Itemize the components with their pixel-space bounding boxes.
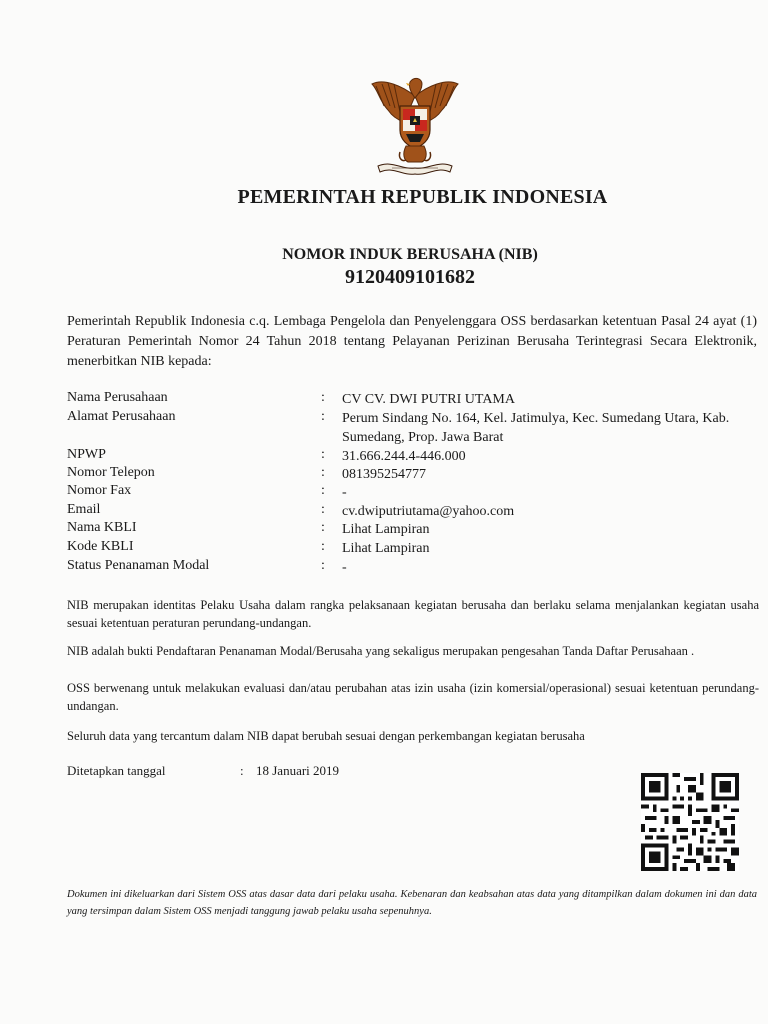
field-row-company-address xyxy=(67,409,757,447)
field-row-company-name xyxy=(67,390,757,409)
field-label: Nama KBLI xyxy=(67,520,137,535)
field-value: 31.666.244.4-446.000 xyxy=(342,449,466,464)
nib-identity-paragraph: NIB merupakan identitas Pelaku Usaha dalam rangka pelaksanaan kegiatan berusaha dan berlaku selama menjalankan kegiatan usaha sesuai ketentuan peraturan perundang-undangan. xyxy=(67,598,759,630)
field-row-kbli-name xyxy=(67,520,757,539)
field-colon: : xyxy=(321,558,325,573)
field-value: 081395254777 xyxy=(342,467,426,482)
field-label: Kode KBLI xyxy=(67,539,134,554)
field-label: Nama Perusahaan xyxy=(67,390,168,405)
intro-paragraph: Pemerintah Republik Indonesia c.q. Lembaga Pengelola dan Penyelenggara OSS berdasarkan ketentuan Pasal 24 ayat (1) Peraturan Pemerintah Nomor 24 Tahun 2018 tentang Pelayanan Perizinan Berusaha Terintegrasi Secara Elektronik, menerbitkan NIB kepada: xyxy=(67,314,757,369)
field-colon: : xyxy=(321,447,325,462)
field-colon: : xyxy=(321,539,325,554)
issued-date-value: 18 Januari 2019 xyxy=(256,763,340,778)
field-colon: : xyxy=(321,390,325,405)
data-change-paragraph: Seluruh data yang tercantum dalam NIB dapat berubah sesuai dengan perkembangan kegiatan berusaha xyxy=(67,729,585,743)
field-colon: : xyxy=(321,502,325,517)
field-label: Nomor Telepon xyxy=(67,465,155,480)
field-label: Alamat Perusahaan xyxy=(67,409,176,424)
field-value: - xyxy=(342,485,347,500)
field-value: Lihat Lampiran xyxy=(342,541,430,556)
field-label: Status Penanaman Modal xyxy=(67,558,210,573)
field-row-npwp xyxy=(67,447,757,466)
field-label: NPWP xyxy=(67,447,106,462)
issued-date-colon: : xyxy=(240,763,244,778)
nib-heading: NOMOR INDUK BERUSAHA (NIB) xyxy=(282,246,538,263)
footer-disclaimer: Dokumen ini dikeluarkan dari Sistem OSS atas dasar data dari pelaku usaha. Kebenaran dan keabsahan atas data yang ditampilkan dalam dokumen ini dan data yang tersimpan dalam Sistem OSS menjadi tanggung jawab pelaku usaha sepenuhnya. xyxy=(67,889,757,917)
nib-proof-paragraph: NIB adalah bukti Pendaftaran Penanaman Modal/Berusaha yang sekaligus merupakan pengesahan Tanda Daftar Perusahaan . xyxy=(67,644,695,658)
nib-number: 9120409101682 xyxy=(345,266,475,288)
field-row-investment-status xyxy=(67,558,757,577)
field-label: Email xyxy=(67,502,101,517)
field-value: cv.dwiputriutama@yahoo.com xyxy=(342,504,515,519)
field-row-kbli-code xyxy=(67,539,757,558)
field-row-fax xyxy=(67,483,757,502)
field-value: CV CV. DWI PUTRI UTAMA xyxy=(342,392,515,407)
field-row-phone xyxy=(67,465,757,484)
field-colon: : xyxy=(321,465,325,480)
field-value: Lihat Lampiran xyxy=(342,522,430,537)
issued-date-label: Ditetapkan tanggal xyxy=(67,763,166,778)
garuda-emblem-icon xyxy=(362,76,468,176)
field-row-email xyxy=(67,502,757,521)
government-title: PEMERINTAH REPUBLIK INDONESIA xyxy=(237,186,608,208)
field-colon: : xyxy=(321,520,325,535)
field-colon: : xyxy=(321,483,325,498)
field-label: Nomor Fax xyxy=(67,483,132,498)
oss-authority-paragraph: OSS berwenang untuk melakukan evaluasi dan/atau perubahan atas izin usaha (izin komersial/operasional) sesuai ketentuan perundang-undangan. xyxy=(67,681,759,713)
qr-code-icon xyxy=(641,773,739,871)
field-colon: : xyxy=(321,409,325,424)
field-value: Perum Sindang No. 164, Kel. Jatimulya, Kec. Sumedang Utara, Kab. Sumedang, Prop. Jawa Barat xyxy=(342,411,730,445)
field-value: - xyxy=(342,560,347,575)
